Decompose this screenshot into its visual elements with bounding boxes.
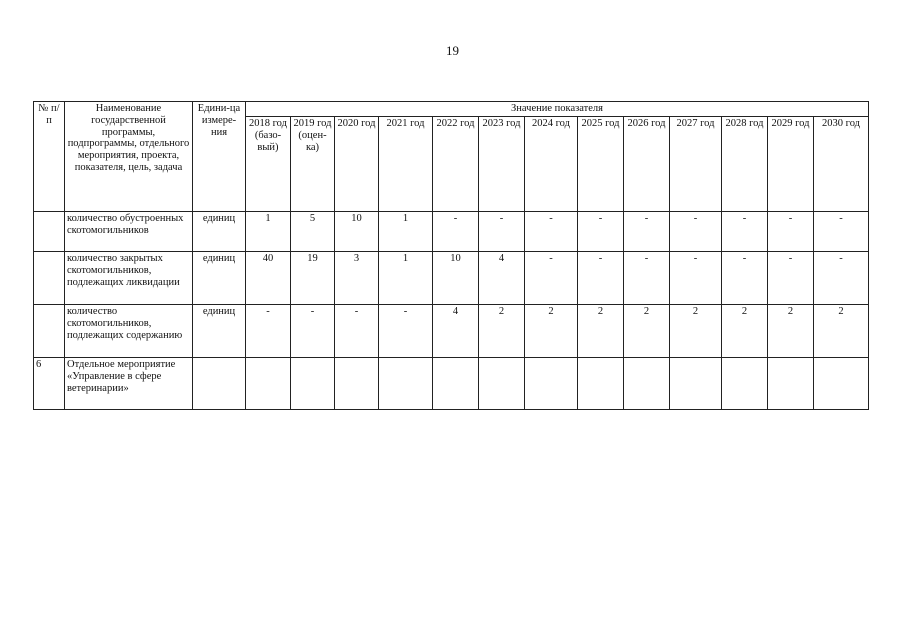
header-year: 2026 год bbox=[624, 117, 670, 212]
row-value: - bbox=[578, 212, 624, 252]
row-name: количество закрытых скотомогильников, подлежащих ликвидации bbox=[65, 252, 193, 305]
row-value bbox=[379, 358, 433, 410]
row-num bbox=[34, 252, 65, 305]
page-number: 19 bbox=[446, 43, 459, 58]
header-value-group: Значение показателя bbox=[246, 102, 869, 117]
row-value bbox=[335, 358, 379, 410]
header-year: 2021 год bbox=[379, 117, 433, 212]
row-value bbox=[578, 358, 624, 410]
row-value: 4 bbox=[433, 305, 479, 358]
table-row bbox=[34, 305, 869, 358]
row-num bbox=[34, 305, 65, 358]
row-value bbox=[722, 358, 768, 410]
row-value bbox=[246, 358, 291, 410]
row-value: 10 bbox=[335, 212, 379, 252]
row-unit: единиц bbox=[193, 305, 246, 358]
row-value: - bbox=[246, 305, 291, 358]
row-value: - bbox=[768, 252, 814, 305]
row-unit bbox=[193, 358, 246, 410]
row-value: - bbox=[814, 252, 869, 305]
header-year: 2029 год bbox=[768, 117, 814, 212]
table-row bbox=[34, 212, 869, 252]
row-value: 4 bbox=[479, 252, 525, 305]
row-value: - bbox=[624, 212, 670, 252]
table-row bbox=[34, 358, 869, 410]
row-value bbox=[291, 358, 335, 410]
row-value: - bbox=[670, 212, 722, 252]
table-row bbox=[34, 252, 869, 305]
header-year: 2028 год bbox=[722, 117, 768, 212]
row-value: - bbox=[433, 212, 479, 252]
row-value: 2 bbox=[670, 305, 722, 358]
row-value bbox=[670, 358, 722, 410]
row-value: 1 bbox=[246, 212, 291, 252]
row-value bbox=[479, 358, 525, 410]
header-year: 2022 год bbox=[433, 117, 479, 212]
row-value: 2 bbox=[479, 305, 525, 358]
row-value: 1 bbox=[379, 252, 433, 305]
row-value: - bbox=[291, 305, 335, 358]
row-name: Отдельное мероприятие «Управление в сфере ветеринарии» bbox=[65, 358, 193, 410]
row-value: 2 bbox=[768, 305, 814, 358]
row-value: - bbox=[624, 252, 670, 305]
row-value bbox=[525, 358, 578, 410]
row-num bbox=[34, 212, 65, 252]
row-value: 19 bbox=[291, 252, 335, 305]
row-value: - bbox=[722, 212, 768, 252]
row-value: - bbox=[479, 212, 525, 252]
row-value: 2 bbox=[578, 305, 624, 358]
row-value bbox=[433, 358, 479, 410]
row-value: - bbox=[379, 305, 433, 358]
header-year: 2020 год bbox=[335, 117, 379, 212]
row-value: 2 bbox=[624, 305, 670, 358]
header-num: № п/п bbox=[34, 102, 65, 212]
header-name: Наименование государственной программы, подпрограммы, отдельного мероприятия, проекта, показателя, цель, задача bbox=[65, 102, 193, 212]
row-unit: единиц bbox=[193, 212, 246, 252]
indicators-table bbox=[33, 101, 869, 410]
header-year: 2023 год bbox=[479, 117, 525, 212]
row-unit: единиц bbox=[193, 252, 246, 305]
row-value: 5 bbox=[291, 212, 335, 252]
header-year: 2030 год bbox=[814, 117, 869, 212]
row-value: 2 bbox=[722, 305, 768, 358]
row-value: - bbox=[525, 252, 578, 305]
row-num: 6 bbox=[34, 358, 65, 410]
row-value: - bbox=[335, 305, 379, 358]
row-name: количество скотомогильников, подлежащих содержанию bbox=[65, 305, 193, 358]
row-value: - bbox=[768, 212, 814, 252]
row-value: 3 bbox=[335, 252, 379, 305]
row-value bbox=[814, 358, 869, 410]
header-year: 2024 год bbox=[525, 117, 578, 212]
row-value bbox=[768, 358, 814, 410]
row-value: - bbox=[670, 252, 722, 305]
header-year: 2027 год bbox=[670, 117, 722, 212]
header-unit: Едини-ца измере-ния bbox=[193, 102, 246, 212]
row-value: - bbox=[525, 212, 578, 252]
row-value: - bbox=[722, 252, 768, 305]
row-value: 10 bbox=[433, 252, 479, 305]
row-value: 1 bbox=[379, 212, 433, 252]
row-value bbox=[624, 358, 670, 410]
row-value: - bbox=[578, 252, 624, 305]
row-name: количество обустроенных скотомогильников bbox=[65, 212, 193, 252]
header-year: 2025 год bbox=[578, 117, 624, 212]
header-year: 2018 год (базо-вый) bbox=[246, 117, 291, 212]
row-value: 40 bbox=[246, 252, 291, 305]
header-year: 2019 год (оцен-ка) bbox=[291, 117, 335, 212]
row-value: 2 bbox=[814, 305, 869, 358]
row-value: - bbox=[814, 212, 869, 252]
row-value: 2 bbox=[525, 305, 578, 358]
